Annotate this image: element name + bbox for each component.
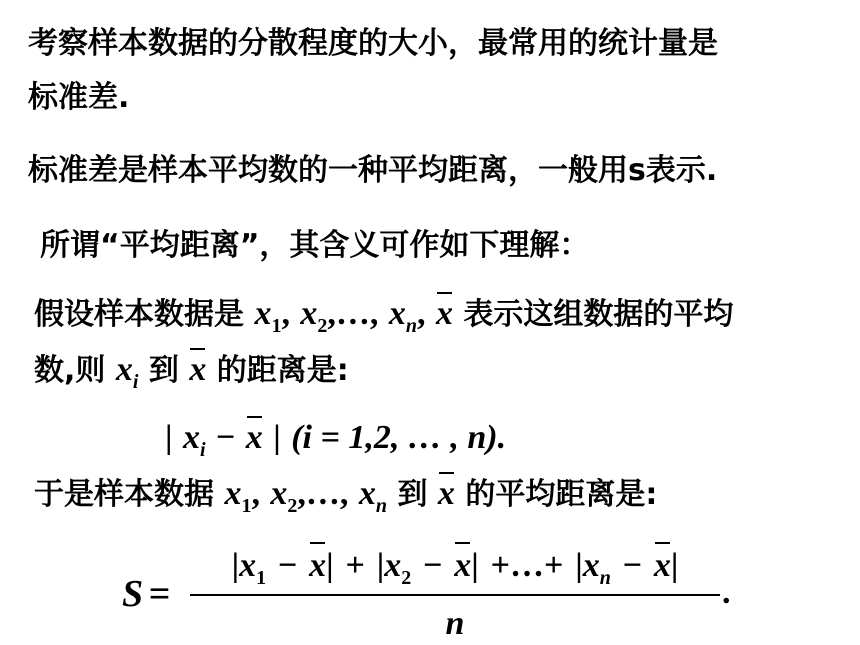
average-distance-fraction xyxy=(190,545,720,643)
paragraph-1-line-2: 标准差. xyxy=(28,80,130,115)
paragraph-4 xyxy=(34,296,733,336)
fraction-denominator: n xyxy=(445,605,465,642)
mean-symbol: x xyxy=(189,351,207,388)
xi-symbol: $x_i$ xyxy=(115,351,139,393)
paragraph-4-prefix: 假设样本数据是 xyxy=(34,297,244,332)
sample-list-formula: $x_1$, $x_2,\dots$, $x_n$, x xyxy=(254,295,453,337)
mean-symbol: x xyxy=(435,295,453,332)
paragraph-6: 于是样本数据 $x_1$, $x_2,\dots$, $x_n$ 到 x 的平均距离是: xyxy=(34,475,658,517)
paragraph-5: 数,则 $x_i$ 到 x 的距离是: xyxy=(34,351,349,393)
distance-formula: | $x_i - x$ | (i = 1,2, … , n). xyxy=(165,419,507,461)
fraction-numerator: $|x_1 - x| + |x_2 - x|$ +…+ $|x_n - x|$ xyxy=(231,547,679,589)
index-range: (i = 1,2, … , n). xyxy=(291,419,507,456)
paragraph-1-line-1: 考察样本数据的分散程度的大小，最常用的统计量是 xyxy=(28,26,718,61)
s-formula-lhs: S = xyxy=(122,573,171,615)
paragraph-2: 标准差是样本平均数的一种平均距离，一般用s表示. xyxy=(28,153,718,188)
paragraph-4-suffix: 表示这组数据的平均 xyxy=(463,297,734,332)
sample-list-formula-2: $x_1$, $x_2,\dots$, $x_n$ xyxy=(224,475,387,517)
formula-period: . xyxy=(722,574,731,611)
paragraph-3: 所谓“平均距离”，其含义可作如下理解： xyxy=(40,228,590,263)
mean-symbol: x xyxy=(437,475,455,512)
fraction-bar xyxy=(190,594,720,596)
